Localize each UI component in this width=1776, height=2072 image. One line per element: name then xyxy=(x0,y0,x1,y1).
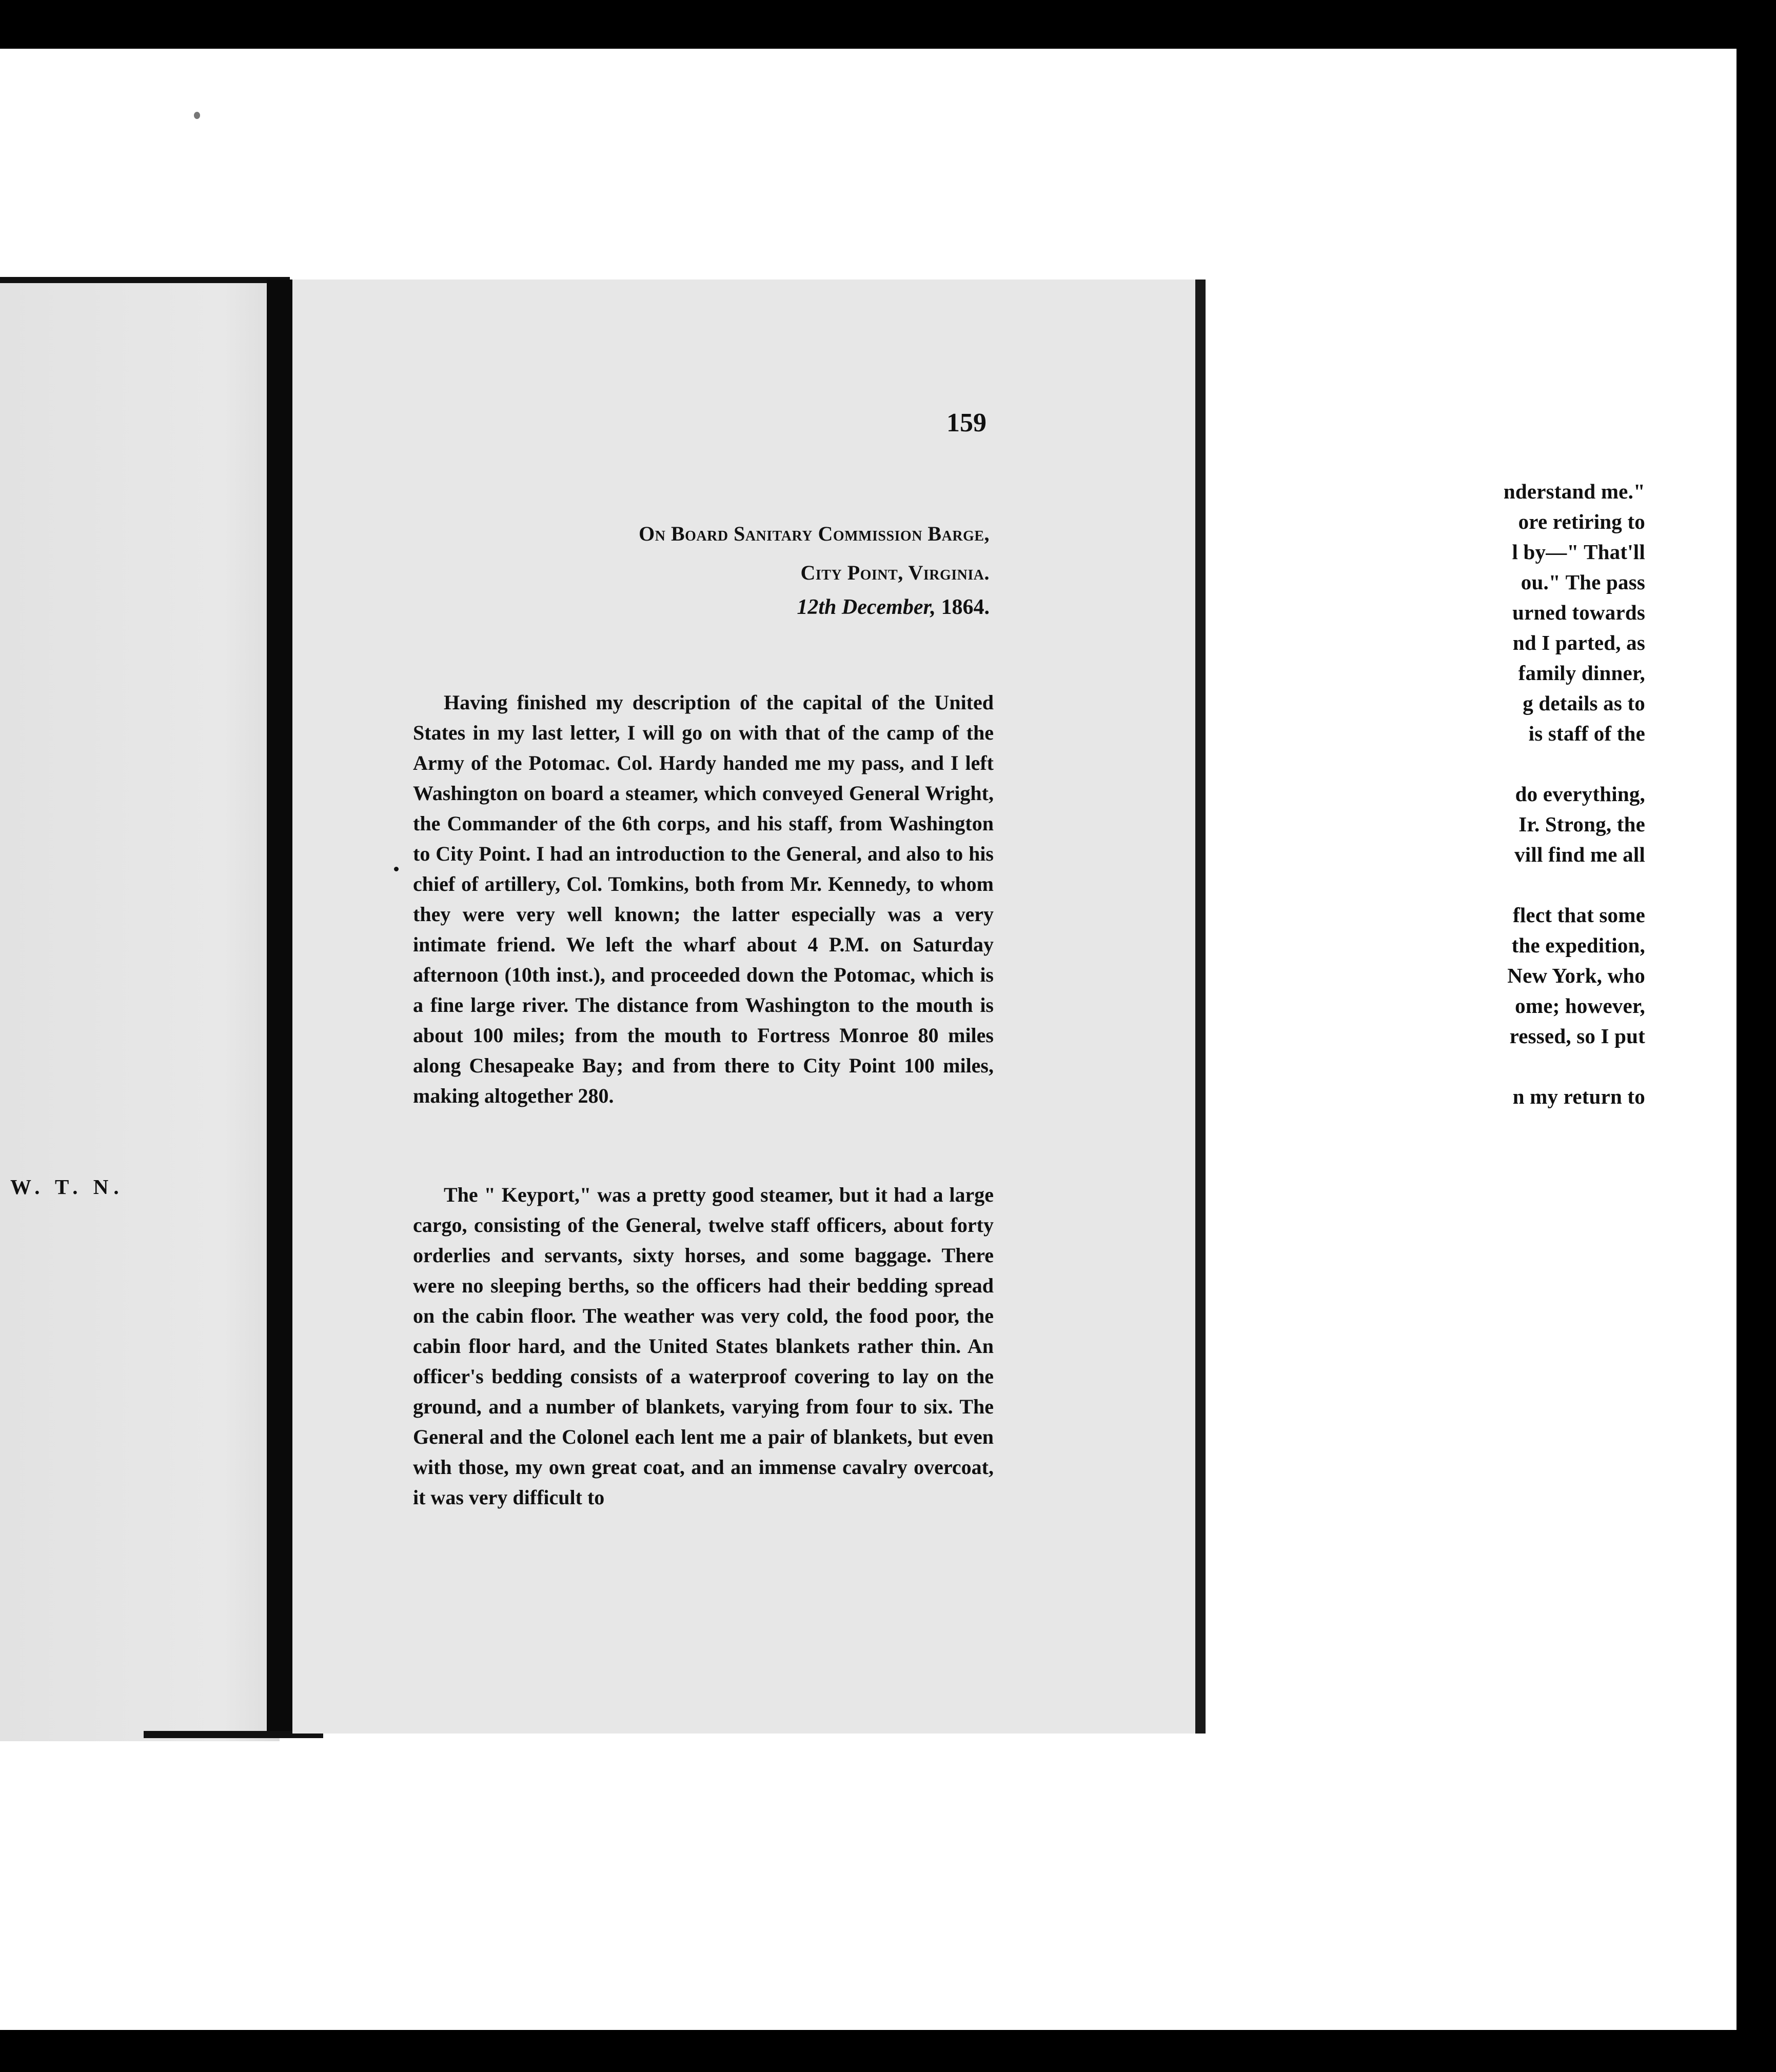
text-line: family dinner, xyxy=(1518,661,1645,685)
binder-spine xyxy=(267,280,292,1734)
text-line: ressed, so I put xyxy=(1509,1024,1645,1048)
margin-mark xyxy=(394,867,399,871)
text-line: is staff of the xyxy=(1528,722,1645,745)
date-year: 1864. xyxy=(941,595,990,619)
heading-location: On Board Sanitary Commission Barge, xyxy=(639,522,990,545)
scan-border-bottom xyxy=(0,2030,1776,2072)
text-line: do everything, xyxy=(1515,782,1645,806)
date-day-month: 12th December, xyxy=(797,595,936,619)
page-background xyxy=(0,280,280,1741)
text-line: Ir. Strong, the xyxy=(1518,812,1645,836)
page-number: 159 xyxy=(946,408,986,437)
page-edge xyxy=(1195,280,1206,1734)
binder-cap xyxy=(0,277,290,283)
text-line: ore retiring to xyxy=(1518,510,1645,533)
text-line: g details as to xyxy=(1523,691,1645,715)
paragraph-2: The " Keyport," was a pretty good steamer, but it had a large cargo, consisting of the General, twelve staff officers, about forty orderlies and servants, sixty horses, and some baggage. There were no sleeping berths, so the officers had their bedding spread on the cabin floor. The weather was very cold, the food poor, the cabin floor hard, and the United States blankets rather thin. An officer's bedding consists of a waterproof covering to lay on the ground, and a number of blankets, varying from four to six. The General and the Colonel each lent me a pair of blankets, but even with those, my own great coat, and an immense cavalry overcoat, it was very difficult to xyxy=(413,1183,994,1509)
text-line: New York, who xyxy=(1507,964,1645,987)
dust-speck xyxy=(194,112,200,119)
text-line: nderstand me." xyxy=(1503,480,1645,503)
scan-border-right xyxy=(1736,49,1776,2030)
text-line: the expedition, xyxy=(1511,933,1645,957)
text-line: l by—" That'll xyxy=(1512,540,1645,564)
paragraph-1: Having finished my description of the capital of the United States in my last letter, I will go on with that of the camp of the Army of the Potomac. Col. Hardy handed me my pass, and I left Washington on board a steamer, which conveyed General Wright, the Commander of the 6th corps, and his staff, from Washington to City Point. I had an introduction to the General, and also to his chief of artillery, Col. Tomkins, both from Mr. Kennedy, to whom they were very well known; the latter especially was a very intimate friend. We left the wharf about 4 P.M. on Saturday afternoon (10th inst.), and proceeded down the Potomac, which is a fine large river. The distance from Washington to the mouth is about 100 miles; from the mouth to Fortress Monroe 80 miles along Chesapeake Bay; and from there to City Point 100 miles, making altogether 280. xyxy=(413,691,994,1107)
signature: W. T. N. xyxy=(10,1175,124,1199)
heading-place: City Point, Virginia. xyxy=(800,561,990,584)
text-line: ome; however, xyxy=(1515,994,1645,1018)
text-line: vill find me all xyxy=(1514,843,1645,866)
text-line: n my return to xyxy=(1512,1085,1645,1108)
scan-border-top xyxy=(0,0,1776,49)
text-line: urned towards xyxy=(1512,601,1645,624)
text-line: flect that some xyxy=(1512,903,1645,927)
heading-date xyxy=(797,595,990,620)
previous-page xyxy=(0,280,280,1741)
text-line: nd I parted, as xyxy=(1512,631,1645,654)
text-line: ou." The pass xyxy=(1521,570,1645,594)
